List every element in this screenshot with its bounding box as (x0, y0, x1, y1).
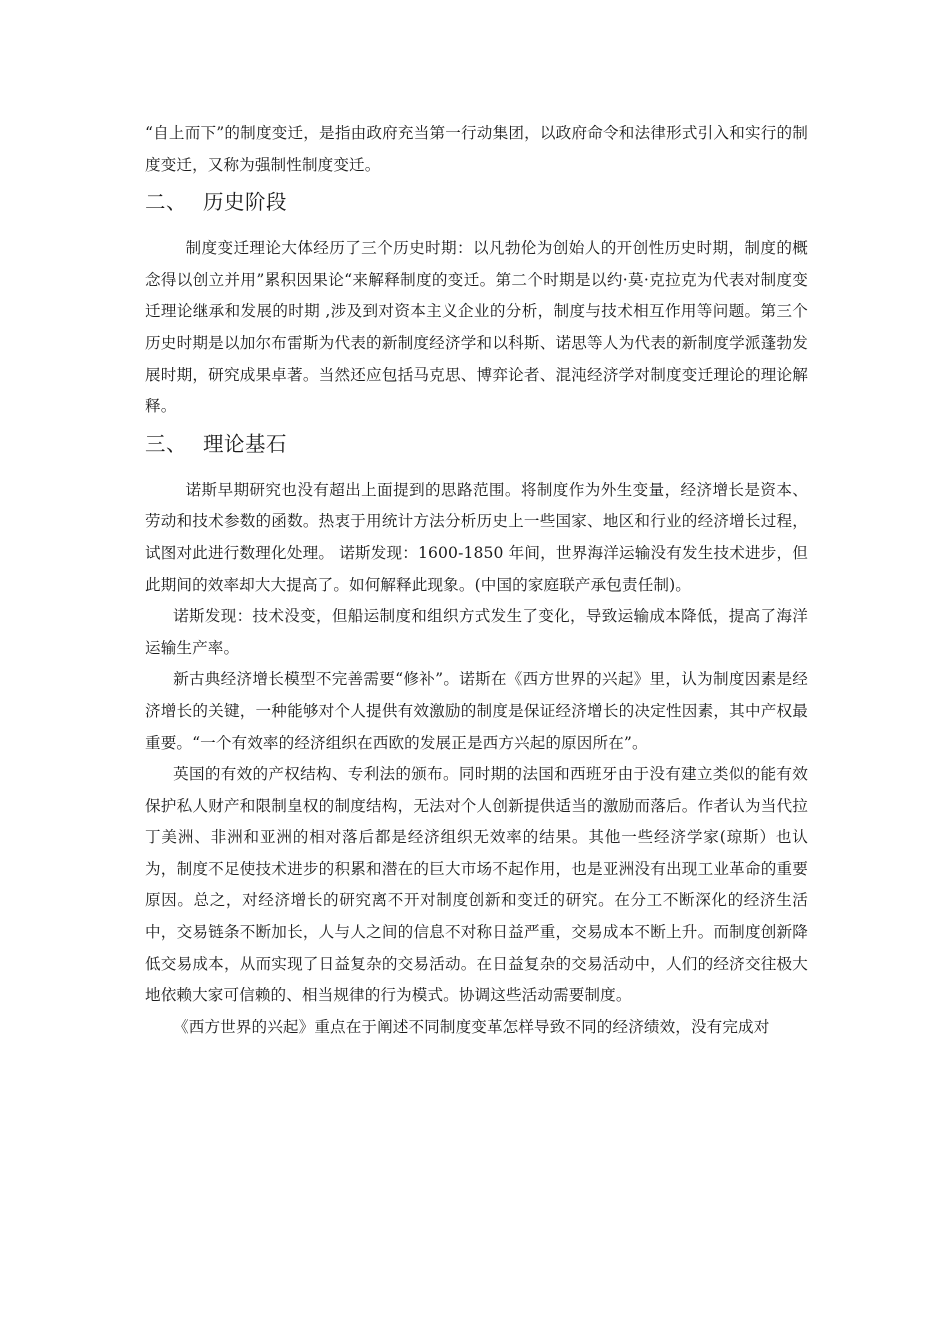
theory-paragraph: 《西方世界的兴起》重点在于阐述不同制度变革怎样导致不同的经济绩效，没有完成对 (173, 1017, 770, 1036)
theory-paragraph: 诺斯早期研究也没有超出上面提到的思路范围。将制度作为外生变量，经济增长是资本、劳动和技术参数的函数。热衷于用统计方法分析历史上一些国家、地区和行业的经济增长过程，试图对此进行数理化处理。 诺斯发现：1600-1850 年间，世界海洋运输没有发生技术进步，但此期间的效率却大大提高了。如何解释此现象。(中国的家庭联产承包责任制)。 (145, 480, 808, 594)
history-paragraph: 制度变迁理论大体经历了三个历史时期：以凡勃伦为创始人的开创性历史时期，制度的概念得以创立并用”累积因果论“来解释制度的变迁。第二个时期是以约·莫·克拉克为代表对制度变迁理论继承和发展的时期 ,涉及到对资本主义企业的分析，制度与技术相互作用等问题。第三个历史时期是以加尔布雷斯为代表的新制度经济学和以科斯、诺思等人为代表的新制度学派蓬勃发展时期，研究成果卓著。当然还应包括马克思、博弈论者、混沌经济学对制度变迁理论的理论解释。 (145, 239, 808, 416)
section-heading-theory (145, 425, 808, 463)
document-body (145, 118, 808, 1043)
section-heading-history (145, 183, 808, 221)
theory-paragraph: 诺斯发现：技术没变，但船运制度和组织方式发生了变化，导致运输成本降低，提高了海洋运输生产率。 (145, 607, 808, 657)
section-title: 理论基石 (203, 431, 287, 456)
section-title: 历史阶段 (203, 190, 287, 215)
theory-paragraph: 英国的有效的产权结构、专利法的颁布。同时期的法国和西班牙由于没有建立类似的能有效保护私人财产和限制皇权的制度结构，无法对个人创新提供适当的激励而落后。作者认为当代拉丁美洲、非洲和亚洲的相对落后都是经济组织无效率的结果。其他一些经济学家(琼斯）也认为，制度不足使技术进步的积累和潜在的巨大市场不起作用，也是亚洲没有出现工业革命的重要原因。总之，对经济增长的研究离不开对制度创新和变迁的研究。在分工不断深化的经济生活中，交易链条不断加长，人与人之间的信息不对称日益严重，交易成本不断上升。而制度创新降低交易成本，从而实现了日益复杂的交易活动。在日益复杂的交易活动中，人们的经济交往极大地依赖大家可信赖的、相当规律的行为模式。协调这些活动需要制度。 (145, 765, 808, 1005)
section-number: 二、 (145, 190, 187, 215)
theory-paragraph: 新古典经济增长模型不完善需要“修补”。诺斯在《西方世界的兴起》里，认为制度因素是经济增长的关键，一种能够对个人提供有效激励的制度是保证经济增长的决定性因素，其中产权最重要。“一个有效率的经济组织在西欧的发展正是西方兴起的原因所在”。 (145, 670, 808, 752)
intro-paragraph: “自上而下”的制度变迁，是指由政府充当第一行动集团，以政府命令和法律形式引入和实行的制度变迁，又称为强制性制度变迁。 (145, 124, 808, 174)
section-number: 三、 (145, 431, 187, 456)
